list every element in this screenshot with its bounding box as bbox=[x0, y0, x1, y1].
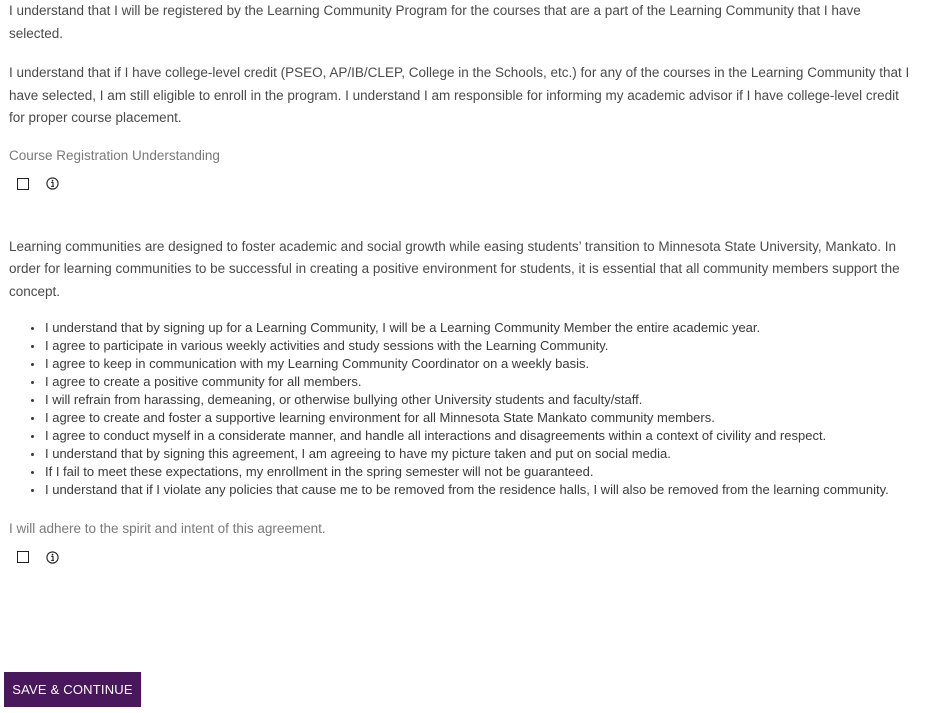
list-item: • I will refrain from harassing, demeaning, or otherwise bullying other University students and faculty/staff. bbox=[44, 391, 917, 409]
list-item: • I agree to create a positive community for all members. bbox=[44, 373, 917, 391]
list-item: • I understand that by signing this agreement, I am agreeing to have my picture taken and put on social media. bbox=[44, 445, 917, 463]
intro-paragraph-2: I understand that if I have college-level credit (PSEO, AP/IB/CLEP, College in the Schools, etc.) for any of the courses in the Learning Community that I have selected, I am still eligible to enroll in the program. I understand I am responsible for informing my academic advisor if I have college-level credit for proper course placement. bbox=[9, 65, 910, 125]
list-item: • I agree to participate in various weekly activities and study sessions with the Learning Community. bbox=[44, 337, 917, 355]
list-item: • I understand that if I violate any policies that cause me to be removed from the residence halls, I will also be removed from the learning community. bbox=[44, 481, 917, 499]
list-item: • I agree to keep in communication with my Learning Community Coordinator on a weekly basis. bbox=[44, 355, 917, 373]
agreement-adherence-label: I will adhere to the spirit and intent of this agreement. bbox=[9, 521, 326, 536]
list-item: • I agree to create and foster a supportive learning environment for all Minnesota State Mankato community members. bbox=[44, 409, 917, 427]
list-item: • If I fail to meet these expectations, my enrollment in the spring semester will not be guaranteed. bbox=[44, 463, 917, 481]
course-registration-label: Course Registration Understanding bbox=[9, 147, 220, 163]
agreement-list bbox=[9, 319, 917, 499]
info-icon[interactable] bbox=[46, 177, 59, 190]
course-registration-checkbox[interactable] bbox=[17, 178, 29, 190]
list-item: • I understand that by signing up for a Learning Community, I will be a Learning Community Member the entire academic year. bbox=[44, 319, 917, 337]
list-item: • I agree to conduct myself in a considerate manner, and handle all interactions and disagreements within a context of civility and respect. bbox=[44, 427, 917, 445]
save-continue-button[interactable]: SAVE & CONTINUE bbox=[4, 672, 141, 707]
info-icon[interactable] bbox=[46, 551, 59, 564]
form-content bbox=[9, 0, 917, 565]
agreement-adherence-checkbox[interactable] bbox=[17, 551, 29, 563]
agreement-adherence-field bbox=[17, 549, 917, 565]
course-registration-field bbox=[17, 176, 917, 192]
intro-paragraph-1: I understand that I will be registered by the Learning Community Program for the courses that are a part of the Learning Community that I have selected. bbox=[9, 3, 861, 41]
agreement-paragraph: Learning communities are designed to foster academic and social growth while easing students’ transition to Minnesota State University, Mankato. In order for learning communities to be successful in creating a positive environment for students, it is essential that all community members support the concept. bbox=[9, 238, 900, 299]
